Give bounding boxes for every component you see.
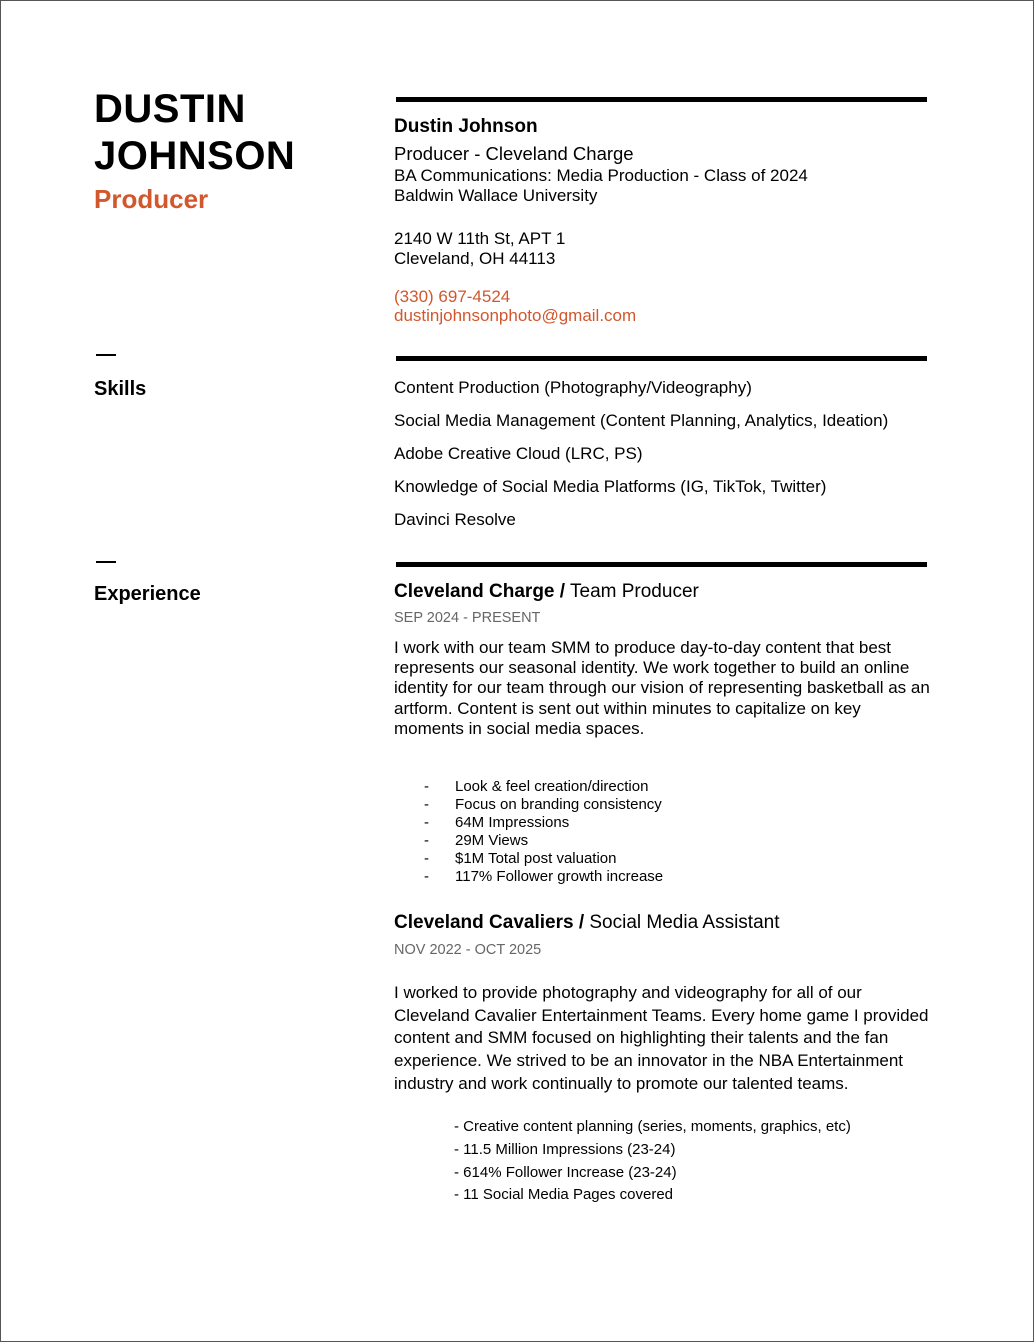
bullet-text: $1M Total post valuation: [455, 850, 617, 867]
bullet-marker: -: [424, 778, 429, 795]
bullet-marker: -: [424, 832, 429, 849]
list-item: [424, 814, 663, 832]
skill-item: Davinci Resolve: [394, 510, 516, 529]
list-item: - 614% Follower Increase (23-24): [454, 1163, 677, 1181]
list-item: [424, 832, 663, 850]
skills-list: [394, 371, 888, 536]
list-item: [424, 850, 663, 868]
bullet-marker: -: [424, 796, 429, 813]
job-role: Team Producer: [565, 581, 699, 602]
list-item: [424, 796, 663, 814]
divider-experience: [396, 562, 927, 567]
contact-title: Producer - Cleveland Charge: [394, 143, 634, 164]
experience-dash: [96, 561, 116, 563]
divider-top: [396, 97, 927, 102]
contact-name: Dustin Johnson: [394, 116, 538, 137]
list-item: [424, 868, 663, 886]
bullet-text: 117% Follower growth increase: [455, 868, 664, 885]
job-description-1: I work with our team SMM to produce day-to-day content that best represents our seasonal identity. We work together to build an online identity for our team through our vision of representing basketball as an artform. Content is sent out within minutes to capitalize on key moments in social media spaces.: [394, 638, 930, 738]
name-line-first: DUSTIN: [94, 87, 246, 131]
job-company: Cleveland Cavaliers /: [394, 912, 585, 933]
bullet-text: 64M Impressions: [455, 814, 570, 831]
job-title-1: [394, 582, 699, 603]
bullet-text: 29M Views: [455, 832, 529, 849]
name-line-last: JOHNSON: [94, 134, 296, 178]
address-line-1: 2140 W 11th St, APT 1: [394, 229, 566, 248]
skills-dash: [96, 354, 116, 356]
job-description-2: I worked to provide photography and videography for all of our Cleveland Cavalier Entertainment Teams. Every home game I provided content and SMM focused on highlighting their talents and the fan experience. We strived to be an innovator in the NBA Entertainment industry and work continually to promote our talented teams.: [394, 983, 929, 1093]
job-bullets-1: [424, 778, 663, 886]
skill-item: Adobe Creative Cloud (LRC, PS): [394, 444, 643, 463]
contact-degree: BA Communications: Media Production - Class of 2024: [394, 166, 808, 185]
skill-item: Social Media Management (Content Planning, Analytics, Ideation): [394, 411, 889, 430]
bullet-marker: -: [424, 868, 429, 885]
bullet-text: Focus on branding consistency: [455, 796, 662, 813]
list-item: - 11.5 Million Impressions (23-24): [454, 1140, 676, 1158]
bullet-text: Look & feel creation/direction: [455, 778, 649, 795]
job-bullets-2: [454, 1116, 851, 1207]
experience-heading: Experience: [94, 583, 201, 605]
email-link[interactable]: dustinjohnsonphoto@gmail.com: [394, 306, 637, 325]
list-item: - Creative content planning (series, moments, graphics, etc): [454, 1118, 851, 1135]
job-dates-2: NOV 2022 - OCT 2025: [394, 942, 542, 958]
list-item: - 11 Social Media Pages covered: [454, 1186, 674, 1204]
skills-heading: Skills: [94, 378, 147, 400]
bullet-marker: -: [424, 850, 429, 867]
candidate-name: [94, 86, 295, 180]
job-company: Cleveland Charge /: [394, 581, 566, 602]
job-dates-1: SEP 2024 - PRESENT: [394, 610, 541, 626]
phone-link[interactable]: (330) 697-4524: [394, 287, 511, 306]
contact-school: Baldwin Wallace University: [394, 186, 598, 205]
bullet-marker: -: [424, 814, 429, 831]
job-role: Social Media Assistant: [584, 912, 780, 933]
divider-skills: [396, 356, 927, 361]
job-title-2: [394, 913, 779, 934]
skill-item: Knowledge of Social Media Platforms (IG, TikTok, Twitter): [394, 477, 827, 496]
skill-item: Content Production (Photography/Videography): [394, 378, 752, 397]
list-item: [424, 778, 663, 796]
address-line-2: Cleveland, OH 44113: [394, 249, 556, 268]
candidate-role: Producer: [94, 184, 209, 214]
